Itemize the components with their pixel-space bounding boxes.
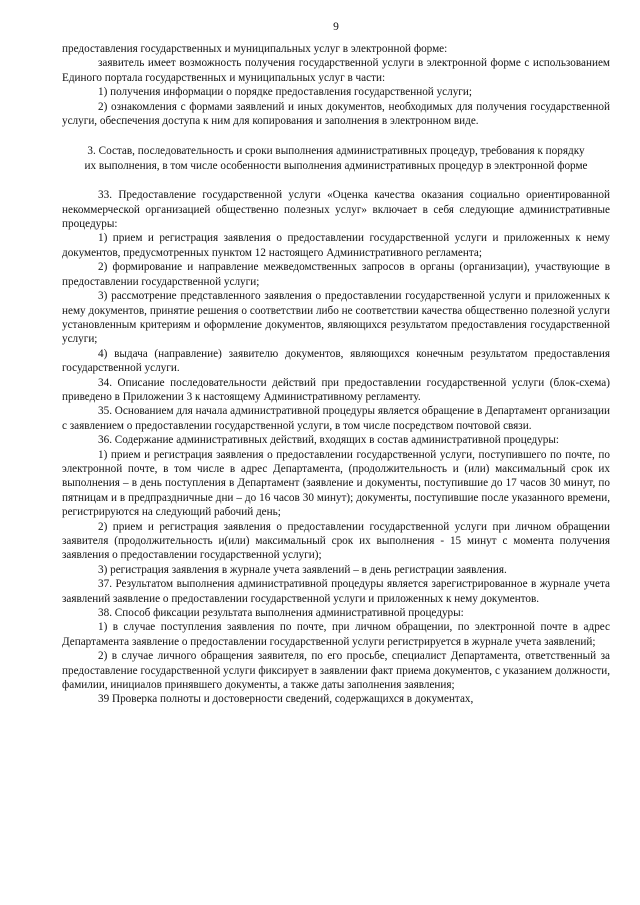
paragraph-34: 34. Описание последовательности действий при предоставлении государственной услуги (блок-схема) приведено в Приложении 3 к настоящему Административному регламенту.	[62, 376, 610, 403]
intro-paragraph-2: 1) получения информации о порядке предоставления государственной услуги;	[98, 86, 472, 99]
page-number: 9	[333, 21, 339, 33]
document-page	[62, 0, 610, 707]
paragraph-38-item-2: 2) в случае личного обращения заявителя, по его просьбе, специалист Департамента, ответственный за предоставление государственной услуги фиксирует в заявлении факт приема документов, с указанием должности, фамилии, инициалов принявшего документы, а также даты заполнения заявления;	[62, 650, 610, 692]
paragraph-39: 39 Проверка полноты и достоверности сведений, содержащихся в документах,	[98, 693, 474, 706]
paragraph-38-item-1: 1) в случае поступления заявления по почте, при личном обращении, по электронной почте в адрес Департамента заявление о предоставлении государственной услуги регистрируется в журнале учета заявлений;	[62, 621, 610, 648]
section-title: 3. Состав, последовательность и сроки выполнения административных процедур, требования к порядку их выполнения, в том числе особенности выполнения административных процедур в электронной форме	[84, 145, 588, 172]
intro-paragraph-3: 2) ознакомления с формами заявлений и иных документов, необходимых для получения государственной услуги, обеспечения доступа к ним для копирования и заполнения в электронном виде.	[62, 100, 610, 128]
paragraph-36-item-1: 1) прием и регистрация заявления о предоставлении государственной услуги, поступившего по почте, по электронной почте, в том числе в адрес Департамента, (продолжительность и (или) максимальный срок их выполнения – в день поступления в Департамент (заявление и документы, поступившие до 17 часов 30 минут, по пятницам и в предпраздничные дни – до 16 часов 30 минут); документы, поступившие после указанного времени, регистрируются на следующий рабочий день;	[62, 448, 610, 519]
paragraph-35: 35. Основанием для начала административной процедуры является обращение в Департамент организации с заявлением о предоставлении государственной услуги, в том числе посредством почтовой связи.	[62, 405, 610, 432]
paragraph-33-item-1: 1) прием и регистрация заявления о предоставлении государственной услуги и приложенных к нему документов, предусмотренных пунктом 12 настоящего Административного регламента;	[62, 232, 610, 259]
paragraph-38: 38. Способ фиксации результата выполнения административной процедуры:	[98, 607, 464, 620]
paragraph-33-item-2: 2) формирование и направление межведомственных запросов в органы (организации), участвующие в предоставлении государственной услуги;	[62, 261, 610, 288]
paragraph-33-item-3: 3) рассмотрение представленного заявления о предоставлении государственной услуги и приложенных к нему документов, принятие решения о соответствии либо не соответствии качества общественно полезной услуги установленным критериям и оформление документов, являющихся результатом предоставления государственной услуги;	[62, 290, 610, 346]
intro-paragraph-1: заявитель имеет возможность получения государственной услуги в электронной форме с использованием Единого портала государственных и муниципальных услуг в части:	[62, 57, 610, 84]
paragraph-33: 33. Предоставление государственной услуги «Оценка качества оказания социально ориентированной некоммерческой организацией общественно полезных услуг» включает в себя следующие административные процедуры:	[62, 189, 610, 231]
paragraph-37: 37. Результатом выполнения административной процедуры является зарегистрированное в журнале учета заявлений заявление о предоставлении государственной услуги и приложенных к нему документов.	[62, 578, 610, 605]
intro-paragraph-0: предоставления государственных и муниципальных услуг в электронной форме:	[62, 43, 448, 55]
paragraph-36-item-2: 2) прием и регистрация заявления о предоставлении государственной услуги при личном обращении заявителя (продолжительность и(или) максимальный срок их выполнения - 15 минут с момента получения заявления о предоставлении государственной услуги);	[62, 520, 610, 562]
paragraph-36-item-3: 3) регистрация заявления в журнале учета заявлений – в день регистрации заявления.	[98, 563, 507, 576]
paragraph-33-item-4: 4) выдача (направление) заявителю документов, являющихся конечным результатом предоставления государственной услуги.	[62, 347, 610, 375]
paragraph-36: 36. Содержание административных действий, входящих в состав административной процедуры:	[98, 434, 560, 447]
